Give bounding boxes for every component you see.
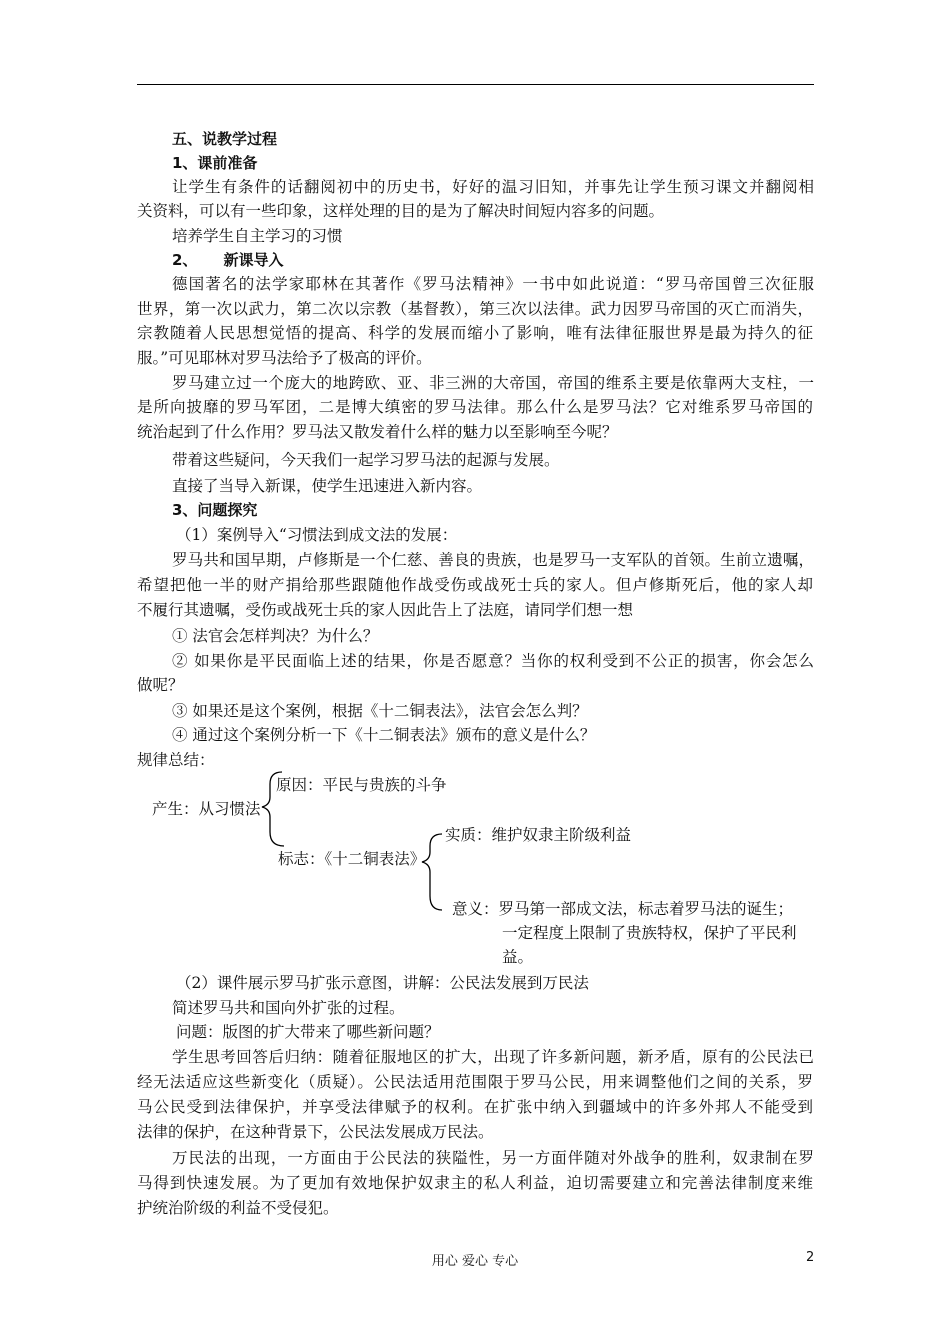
- paragraph-line: 问题：版图的扩大带来了哪些新问题？: [176, 1023, 440, 1041]
- page-footer: 用心 爱心 专心: [431, 1254, 519, 1269]
- diagram-essence: 实质：维护奴隶主阶级利益: [445, 826, 632, 844]
- paragraph-line: 不履行其遗嘱，受伤或战死士兵的家人因此告上了法庭，请同学们想一想: [137, 601, 634, 619]
- heading-inquiry: 3、问题探究: [172, 501, 258, 519]
- paragraph-line: 让学生有条件的话翻阅初中的历史书，好好的温习旧知，并事先让学生预习课文并翻阅相: [172, 178, 814, 196]
- diagram-meaning-cont: 一定程度上限制了贵族特权，保护了平民利: [502, 924, 797, 942]
- paragraph-line: 服。”可见耶林对罗马法给予了极高的评价。: [137, 349, 432, 367]
- page-number: 2: [806, 1250, 815, 1265]
- paragraph-line: 希望把他一半的财产捐给那些跟随他作战受伤或战死士兵的家人。但卢修斯死后，他的家人却: [137, 576, 813, 594]
- section-title: 五、说教学过程: [172, 130, 278, 148]
- case-intro: （1）案例导入“习惯法到成文法的发展：: [176, 526, 458, 544]
- question-2-cont: 做呢？: [137, 676, 184, 694]
- paragraph-line: 宗教随着人民思想觉悟的提高、科学的发展而缩小了影响，唯有法律征服世界是最为持久的征: [137, 324, 813, 342]
- summary-label: 规律总结：: [137, 751, 215, 769]
- paragraph-line: 是所向披靡的罗马军团，二是博大缜密的罗马法律。那么什么是罗马法？它对维系罗马帝国的: [137, 398, 813, 416]
- diagram-cause: 原因：平民与贵族的斗争: [276, 776, 447, 794]
- question-4: ④ 通过这个案例分析一下《十二铜表法》颁布的意义是什么？: [172, 726, 596, 744]
- question-1: ① 法官会怎样判决？为什么？: [172, 627, 379, 645]
- paragraph-line: 万民法的出现，一方面由于公民法的狭隘性，另一方面伴随对外战争的胜利，奴隶制在罗: [172, 1149, 814, 1167]
- paragraph-line: 关资料，可以有一些印象，这样处理的目的是为了解决时间短内容多的问题。: [137, 202, 665, 220]
- heading-intro: 2、 新课导入: [172, 251, 284, 269]
- paragraph-line: 经无法适应这些新变化（质疑）。公民法适用范围限于罗马公民，用来调整他们之间的关系，罗: [137, 1073, 813, 1091]
- paragraph-line: 统治起到了什么作用？罗马法又散发着什么样的魅力以至影响至今呢？: [137, 423, 618, 441]
- diagram-sign: 标志：《十二铜表法》: [278, 850, 426, 868]
- diagram-meaning-cont: 益。: [502, 948, 534, 966]
- paragraph-line: 直接了当导入新课，使学生迅速进入新内容。: [172, 477, 483, 495]
- paragraph-line: 马公民受到法律保护，并享受法律赋予的权利。在扩张中纳入到疆域中的许多外邦人不能受到: [137, 1098, 813, 1116]
- diagram-meaning: 意义：罗马第一部成文法，标志着罗马法的诞生；: [452, 900, 794, 918]
- question-3: ③ 如果还是这个案例，根据《十二铜表法》，法官会怎么判？: [172, 702, 588, 720]
- question-2: ② 如果你是平民面临上述的结果，你是否愿意？当你的权利受到不公正的损害，你会怎么: [172, 652, 814, 670]
- paragraph-line: 护统治阶级的利益不受侵犯。: [137, 1199, 339, 1217]
- part2-intro: （2）课件展示罗马扩张示意图，讲解：公民法发展到万民法: [176, 974, 589, 992]
- paragraph-line: 培养学生自主学习的习惯: [172, 227, 343, 245]
- diagram-root: 产生：从习惯法: [152, 800, 261, 818]
- paragraph-line: 马得到快速发展。为了更加有效地保护奴隶主的私人利益，迫切需要建立和完善法律制度来维: [137, 1174, 813, 1192]
- paragraph-line: 法律的保护，在这种背景下，公民法发展成万民法。: [137, 1123, 494, 1141]
- paragraph-line: 简述罗马共和国向外扩张的过程。: [172, 999, 405, 1017]
- paragraph-line: 带着这些疑问，今天我们一起学习罗马法的起源与发展。: [172, 451, 560, 469]
- heading-preparation: 1、课前准备: [172, 154, 258, 172]
- paragraph-line: 德国著名的法学家耶林在其著作《罗马法精神》一书中如此说道：“罗马帝国曾三次征服: [172, 275, 814, 293]
- paragraph-line: 罗马建立过一个庞大的地跨欧、亚、非三洲的大帝国，帝国的维系主要是依靠两大支柱，一: [172, 374, 814, 392]
- paragraph-line: 罗马共和国早期，卢修斯是一个仁慈、善良的贵族，也是罗马一支军队的首领。生前立遗嘱，: [172, 551, 814, 569]
- paragraph-line: 世界，第一次以武力，第二次以宗教（基督教），第三次以法律。武力因罗马帝国的灭亡而消失，: [137, 300, 813, 318]
- paragraph-line: 学生思考回答后归纳：随着征服地区的扩大，出现了许多新问题，新矛盾，原有的公民法已: [172, 1048, 814, 1066]
